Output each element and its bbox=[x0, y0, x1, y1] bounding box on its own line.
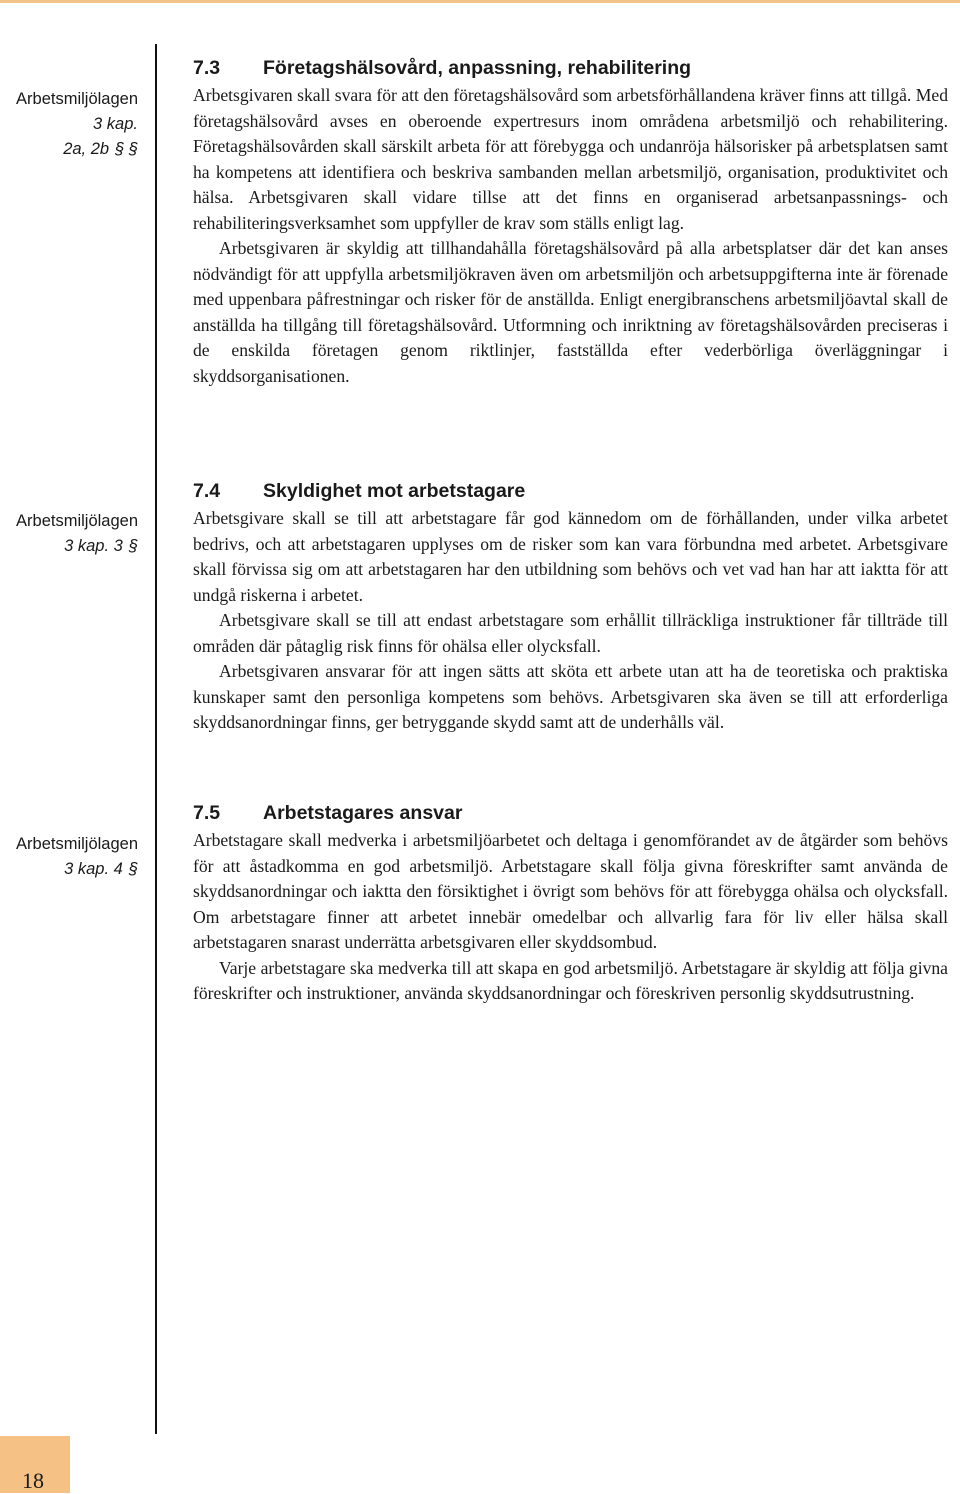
section-title: Arbetstagares ansvar bbox=[263, 802, 463, 824]
margin-note-title: Arbetsmiljölagen bbox=[16, 90, 138, 108]
section-heading bbox=[193, 55, 948, 81]
margin-note-chapter: 3 kap. 4 bbox=[64, 860, 123, 878]
section-number: 7.4 bbox=[193, 480, 221, 502]
section-7-5 bbox=[193, 800, 948, 1007]
top-accent-band bbox=[0, 0, 960, 3]
paragraph: Arbetsgivaren skall svara för att den företagshälsovård som arbetsförhållandena kräver finns att tillgå. Med företagshälsovård avses en oberoende expertresurs inom områdena arbetsmiljö och rehabilitering. Företagshälsovården skall särskilt arbeta för att förebygga och undanröja hälsorisker på arbetsplatsen samt ha kompetens att identifiera och beskriva sambanden mellan arbetsmiljö, organisation, produktivitet och hälsa. Arbetsgivaren skall vidare tillse att det finns en organiserad arbetsanpassnings- och rehabiliteringsverksamhet som uppfyller de krav som ställs enligt lag. bbox=[193, 85, 948, 233]
paragraph: Varje arbetstagare ska medverka till att skapa en god arbetsmiljö. Arbetstagare är skyldig att följa givna föreskrifter och instruktioner, använda skyddsanordningar och föreskriven personlig skyddsutrustning. bbox=[193, 957, 948, 1003]
paragraph-sign-icon: § bbox=[128, 860, 138, 878]
margin-note-sections: 2a, 2b bbox=[63, 140, 110, 158]
margin-note-chapter: 3 kap. 3 bbox=[64, 537, 123, 555]
margin-note-law-ref-1 bbox=[2, 87, 138, 162]
margin-note-chapter: 3 kap. bbox=[93, 115, 138, 133]
margin-note-law-ref-2 bbox=[2, 509, 138, 559]
paragraph: Arbetsgivaren ansvarar för att ingen sätts att sköta ett arbete utan att ha de teoretiska och praktiska kunskaper samt den personliga kompetens som behövs. Arbetsgivaren ska även se till att erforderliga skyddsanordningar finns, ger betryggande skydd samt att de underhålls väl. bbox=[193, 661, 948, 732]
paragraph-sign-icon: § § bbox=[115, 140, 138, 158]
paragraph-sign-icon: § bbox=[128, 537, 138, 555]
section-title: Skyldighet mot arbetstagare bbox=[263, 480, 526, 502]
page-number: 18 bbox=[22, 1468, 44, 1493]
paragraph: Arbetstagare skall medverka i arbetsmiljöarbetet och deltaga i genomförandet av de åtgärder som behövs för att åstadkomma en god arbetsmiljö. Arbetstagare skall följa givna föreskrifter samt använda de skyddsanordningar och iaktta den försiktighet i övrigt som behövs för att förebygga ohälsa och olycksfall. Om arbetstagare finner att arbetet innebär omedelbar och allvarlig fara för liv eller hälsa skall arbetstagaren snarast underrätta arbetsgivaren eller skyddsombud. bbox=[193, 830, 948, 952]
section-number: 7.3 bbox=[193, 57, 221, 79]
paragraph: Arbetsgivare skall se till att arbetstagare får god kännedom om de förhållanden, under vilka arbetet bedrivs, och att arbetstagaren upplyses om de risker som kan vara förbundna med arbetet. Arbetsgivare skall förvissa sig om att arbetstagaren har den utbildning som behövs och vet vad han har att iaktta för att undgå riskerna i arbetet. bbox=[193, 508, 948, 605]
margin-rule bbox=[155, 44, 157, 1434]
margin-note-title: Arbetsmiljölagen bbox=[16, 835, 138, 853]
section-title: Företagshälsovård, anpassning, rehabilitering bbox=[263, 57, 692, 79]
section-7-3 bbox=[193, 55, 948, 389]
paragraph: Arbetsgivare skall se till att endast arbetstagare som erhållit tillräckliga instruktioner får tillträde till områden där påtaglig risk finns för ohälsa eller olycksfall. bbox=[193, 610, 948, 656]
margin-note-law-ref-3 bbox=[2, 832, 138, 882]
section-number: 7.5 bbox=[193, 802, 221, 824]
section-heading bbox=[193, 478, 948, 504]
margin-note-title: Arbetsmiljölagen bbox=[16, 512, 138, 530]
section-heading bbox=[193, 800, 948, 826]
paragraph: Arbetsgivaren är skyldig att tillhandahålla företagshälsovård på alla arbetsplatser där det kan anses nödvändigt för att uppfylla arbetsmiljökraven även om arbetsmiljön och arbetsuppgifterna inte är förenade med uppenbara påfrestningar och risker för de anställda. Enligt energibranschens arbetsmiljöavtal skall de anställda ha tillgång till företagshälsovård. Utformning och inriktning av företagshälsovården preciseras i de enskilda företagen genom riktlinjer, fastställda efter vederbörliga överläggningar i skyddsorganisationen. bbox=[193, 238, 948, 386]
section-7-4 bbox=[193, 478, 948, 736]
